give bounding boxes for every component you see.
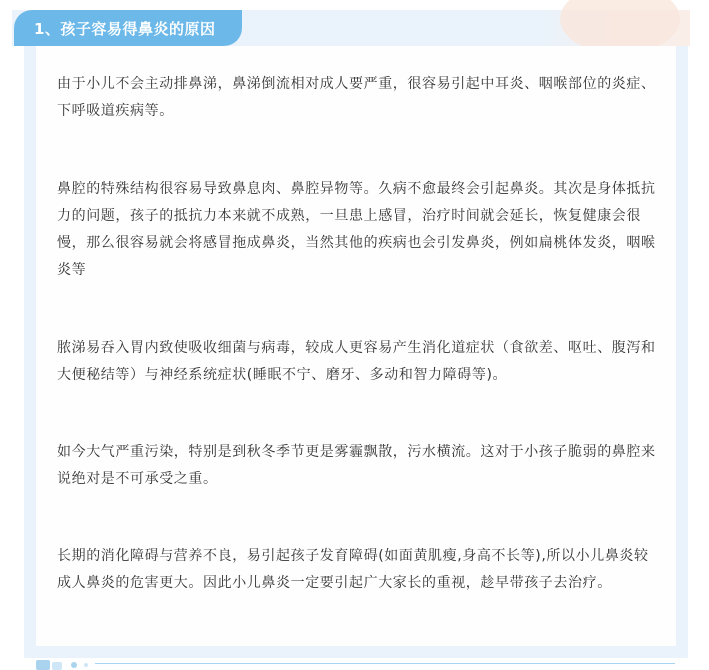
section-title-text: 1、孩子容易得鼻炎的原因 bbox=[34, 19, 216, 38]
paragraph: 由于小儿不会主动排鼻涕，鼻涕倒流相对成人要严重，很容易引起中耳炎、咽喉部位的炎症、下呼吸道疾病等。 bbox=[57, 76, 656, 119]
paragraph: 如今大气严重污染，特别是到秋冬季节更是雾霾飘散，污水横流。这对于小孩子脆弱的鼻腔来说绝对是不可承受之重。 bbox=[57, 444, 656, 487]
paragraph: 长期的消化障碍与营养不良，易引起孩子发育障碍(如面黄肌瘦,身高不长等),所以小儿鼻炎较成人鼻炎的危害更大。因此小儿鼻炎一定要引起广大家长的重视，趁早带孩子去治疗。 bbox=[57, 548, 649, 591]
frame-bottom-border bbox=[24, 646, 688, 658]
content-box bbox=[36, 46, 676, 646]
footer-decoration-icon bbox=[34, 656, 94, 670]
corner-decoration bbox=[540, 10, 690, 46]
paragraph: 鼻腔的特殊结构很容易导致鼻息肉、鼻腔异物等。久病不愈最终会引起鼻炎。其次是身体抵抗力的问题，孩子的抵抗力本来就不成熟，一旦患上感冒，治疗时间就会延长，恢复健康会很慢，那么很容易就会将感冒拖成鼻炎，当然其他的疾病也会引发鼻炎，例如扁桃体发炎，咽喉炎等 bbox=[57, 181, 656, 278]
section-title bbox=[14, 10, 242, 46]
frame-right-border bbox=[676, 46, 688, 658]
paragraph: 脓涕易吞入胃内致使吸收细菌与病毒，较成人更容易产生消化道症状（食欲差、呕吐、腹泻和大便秘结等）与神经系统症状(睡眠不宁、磨牙、多动和智力障碍等)。 bbox=[57, 340, 656, 383]
frame-left-border bbox=[24, 46, 36, 658]
footer-divider bbox=[95, 663, 675, 664]
